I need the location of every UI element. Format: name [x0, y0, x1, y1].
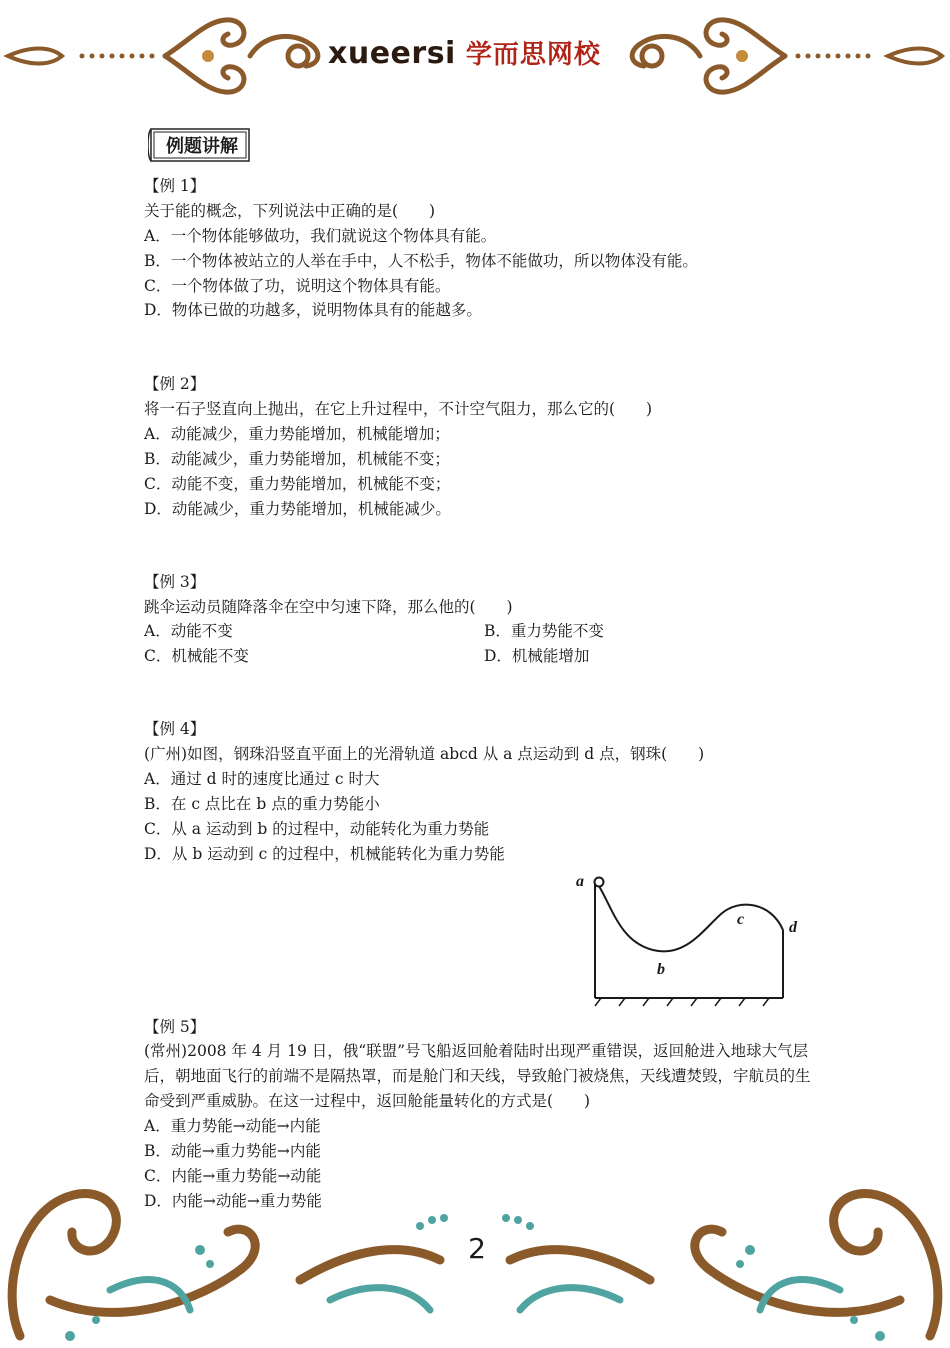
question-text: (广州)如图，钢珠沿竖直平面上的光滑轨道 abcd 从 a 点运动到 d 点，钢珠( )	[144, 745, 705, 764]
option-c: C．动能不变，重力势能增加，机械能不变；	[144, 474, 451, 493]
section-title-tag	[148, 126, 252, 162]
option-a: A．一个物体能够做功，我们就说这个物体具有能。	[144, 226, 497, 245]
option-d: D．动能减少，重力势能增加，机械能减少。	[144, 499, 451, 518]
option-row	[144, 619, 814, 644]
brand-chinese: 学而思网校	[465, 40, 601, 70]
option-c: C．机械能不变	[144, 647, 249, 666]
example-2	[144, 372, 814, 521]
option-c: C．从 a 运动到 b 的过程中，动能转化为重力势能	[144, 819, 490, 838]
question-text: 关于能的概念，下列说法中正确的是( )	[144, 201, 436, 220]
page-number: 2	[468, 1232, 486, 1265]
example-tag: 【例 4】	[144, 720, 206, 739]
option-a: A．重力势能→动能→内能	[144, 1117, 321, 1136]
question-text: 跳伞运动员随降落伞在空中匀速下降，那么他的( )	[144, 597, 513, 616]
option-d: D．从 b 运动到 c 的过程中，机械能转化为重力势能	[144, 844, 505, 863]
option-d: D．内能→动能→重力势能	[144, 1191, 322, 1210]
header-banner	[0, 0, 950, 110]
option-a: A．通过 d 时的速度比通过 c 时大	[144, 770, 380, 789]
option-c: C．一个物体做了功，说明这个物体具有能。	[144, 276, 451, 295]
section-title: 例题讲解	[166, 136, 238, 157]
point-label-b: b	[657, 961, 665, 978]
example-tag: 【例 5】	[144, 1017, 206, 1036]
point-label-d: d	[789, 919, 797, 936]
option-b: B．一个物体被站立的人举在手中，人不松手，物体不能做功，所以物体没有能。	[144, 251, 698, 270]
option-b: B．动能→重力势能→内能	[144, 1142, 321, 1161]
question-text: (常州)2008 年 4 月 19 日，俄“联盟”号飞船返回舱着陆时出现严重错误，返回舱进入地球大气层后，朝地面飞行的前端不是隔热罩，而是舱门和天线，导致舱门被烧焦，天线遭焚毁，宇航员的生命受到严重威胁。在这一过程中，返回舱能量转化的方式是( )	[144, 1042, 811, 1111]
point-label-c: c	[737, 911, 745, 928]
track-diagram	[575, 870, 805, 1010]
option-c: C．内能→重力势能→动能	[144, 1166, 322, 1185]
option-d: D．机械能增加	[484, 647, 590, 666]
exercise-list	[144, 174, 814, 1214]
option-a: A．动能减少，重力势能增加，机械能增加；	[144, 425, 450, 444]
option-b: B．动能减少，重力势能增加，机械能不变；	[144, 450, 450, 469]
example-tag: 【例 2】	[144, 375, 206, 394]
track-figure	[575, 870, 805, 1010]
option-a: A．动能不变	[144, 622, 233, 641]
example-4	[144, 717, 814, 866]
example-tag: 【例 1】	[144, 177, 206, 195]
brand-english: xueersi	[328, 36, 456, 71]
option-d: D．物体已做的功越多，说明物体具有的能越多。	[144, 301, 482, 320]
option-row	[144, 644, 814, 669]
example-3	[144, 570, 814, 670]
option-b: B．在 c 点比在 b 点的重力势能小	[144, 794, 380, 813]
option-b: B．重力势能不变	[484, 622, 604, 641]
question-text: 将一石子竖直向上抛出，在它上升过程中，不计空气阻力，那么它的( )	[144, 400, 653, 419]
example-tag: 【例 3】	[144, 572, 206, 591]
brand-logo	[328, 34, 601, 71]
example-1	[144, 174, 814, 323]
point-label-a: a	[576, 873, 584, 890]
